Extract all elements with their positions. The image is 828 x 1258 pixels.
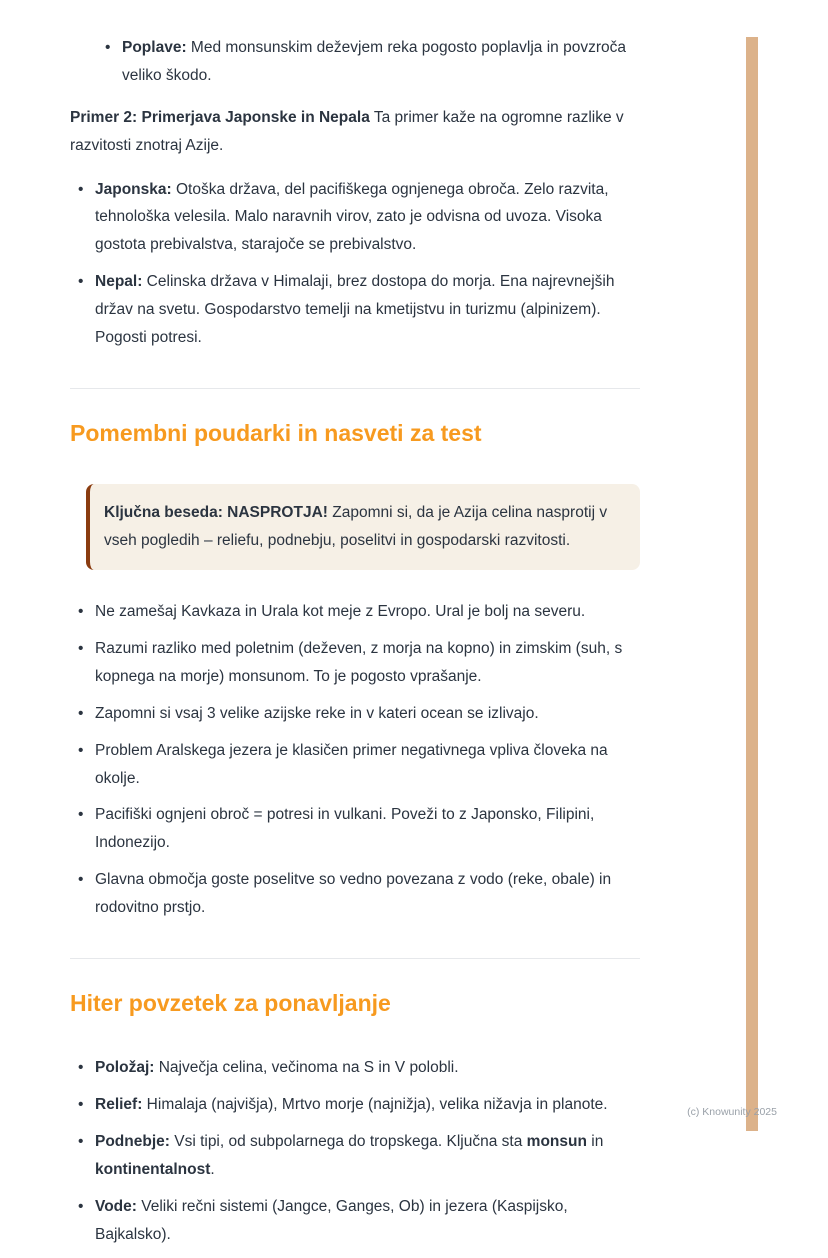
list-item bbox=[70, 176, 640, 260]
list-item bbox=[70, 268, 640, 352]
list-item bbox=[70, 1091, 640, 1119]
list-item-text: Razumi razliko med poletnim (deževen, z morja na kopno) in zimskim (suh, s kopnega na morje) monsunom. To je pogosto vprašanje. bbox=[95, 639, 623, 685]
section-divider bbox=[70, 388, 640, 389]
list-item bbox=[97, 34, 640, 90]
list-item bbox=[70, 700, 640, 728]
section-divider bbox=[70, 958, 640, 959]
list-item-text: Pacifiški ognjeni obroč = potresi in vulkani. Poveži to z Japonsko, Filipini, Indonezijo. bbox=[95, 806, 595, 852]
copyright-text: (c) Knowunity 2025 bbox=[687, 1106, 777, 1118]
list-item-text: Japonska: Otoška država, del pacifiškega ognjenega obroča. Zelo razvita, tehnološka velesila. Malo naravnih virov, zato je odvisna od uvoza. Visoka gostota prebivalstva, starajoče se prebivalstvo. bbox=[95, 180, 609, 254]
list-item bbox=[70, 1054, 640, 1082]
intro-bullet-list bbox=[97, 34, 640, 90]
list-item-text: Ne zamešaj Kavkaza in Urala kot meje z Evropo. Ural je bolj na severu. bbox=[95, 603, 586, 621]
comparison-bullet-list bbox=[70, 176, 640, 352]
list-item-text: Relief: Himalaja (najvišja), Mrtvo morje (najnižja), velika nižavja in planote. bbox=[95, 1096, 608, 1114]
section-heading-tips: Pomembni poudarki in nasveti za test bbox=[70, 419, 482, 446]
list-item-text: Vode: Veliki rečni sistemi (Jangce, Ganges, Ob) in jezera (Kaspijsko, Bajkalsko). bbox=[95, 1197, 568, 1243]
callout-box bbox=[86, 484, 640, 570]
list-item bbox=[70, 801, 640, 857]
primer2-paragraph: Primer 2: Primerjava Japonske in Nepala Ta primer kaže na ogromne razlike v razvitosti znotraj Azije. bbox=[70, 108, 624, 154]
list-item-text: Problem Aralskega jezera je klasičen primer negativnega vpliva človeka na okolje. bbox=[95, 741, 608, 787]
list-item-text: Zapomni si vsaj 3 velike azijske reke in v kateri ocean se izlivajo. bbox=[95, 704, 539, 722]
list-item-text: Podnebje: Vsi tipi, od subpolarnega do tropskega. Ključna sta monsun in kontinentalnost. bbox=[95, 1133, 604, 1179]
list-item bbox=[70, 635, 640, 691]
list-item-text: Nepal: Celinska država v Himalaji, brez dostopa do morja. Ena najrevnejših držav na svetu. Gospodarstvo temelji na kmetijstvu in turizmu (alpinizem). Pogosti potresi. bbox=[95, 273, 615, 347]
list-item bbox=[70, 737, 640, 793]
list-item-text: Položaj: Največja celina, večinoma na S in V polobli. bbox=[95, 1059, 459, 1077]
document-content bbox=[70, 34, 640, 1258]
callout-text: Ključna beseda: NASPROTJA! Zapomni si, da je Azija celina nasprotij v vseh pogledih – reliefu, podnebju, poselitvi in gospodarski razvitosti. bbox=[104, 504, 608, 550]
list-item-text: Glavna območja goste poselitve so vedno povezana z vodo (reke, obale) in rodovitno prstjo. bbox=[95, 871, 612, 917]
page-edge-accent-bar bbox=[746, 37, 758, 1131]
section-heading-summary: Hiter povzetek za ponavljanje bbox=[70, 989, 391, 1016]
list-item bbox=[70, 1128, 640, 1184]
list-item bbox=[70, 598, 640, 626]
summary-bullet-list bbox=[70, 1054, 640, 1248]
list-item-text: Poplave: Med monsunskim deževjem reka pogosto poplavlja in povzroča veliko škodo. bbox=[122, 39, 626, 84]
list-item bbox=[70, 1193, 640, 1249]
tips-bullet-list bbox=[70, 598, 640, 922]
list-item bbox=[70, 866, 640, 922]
